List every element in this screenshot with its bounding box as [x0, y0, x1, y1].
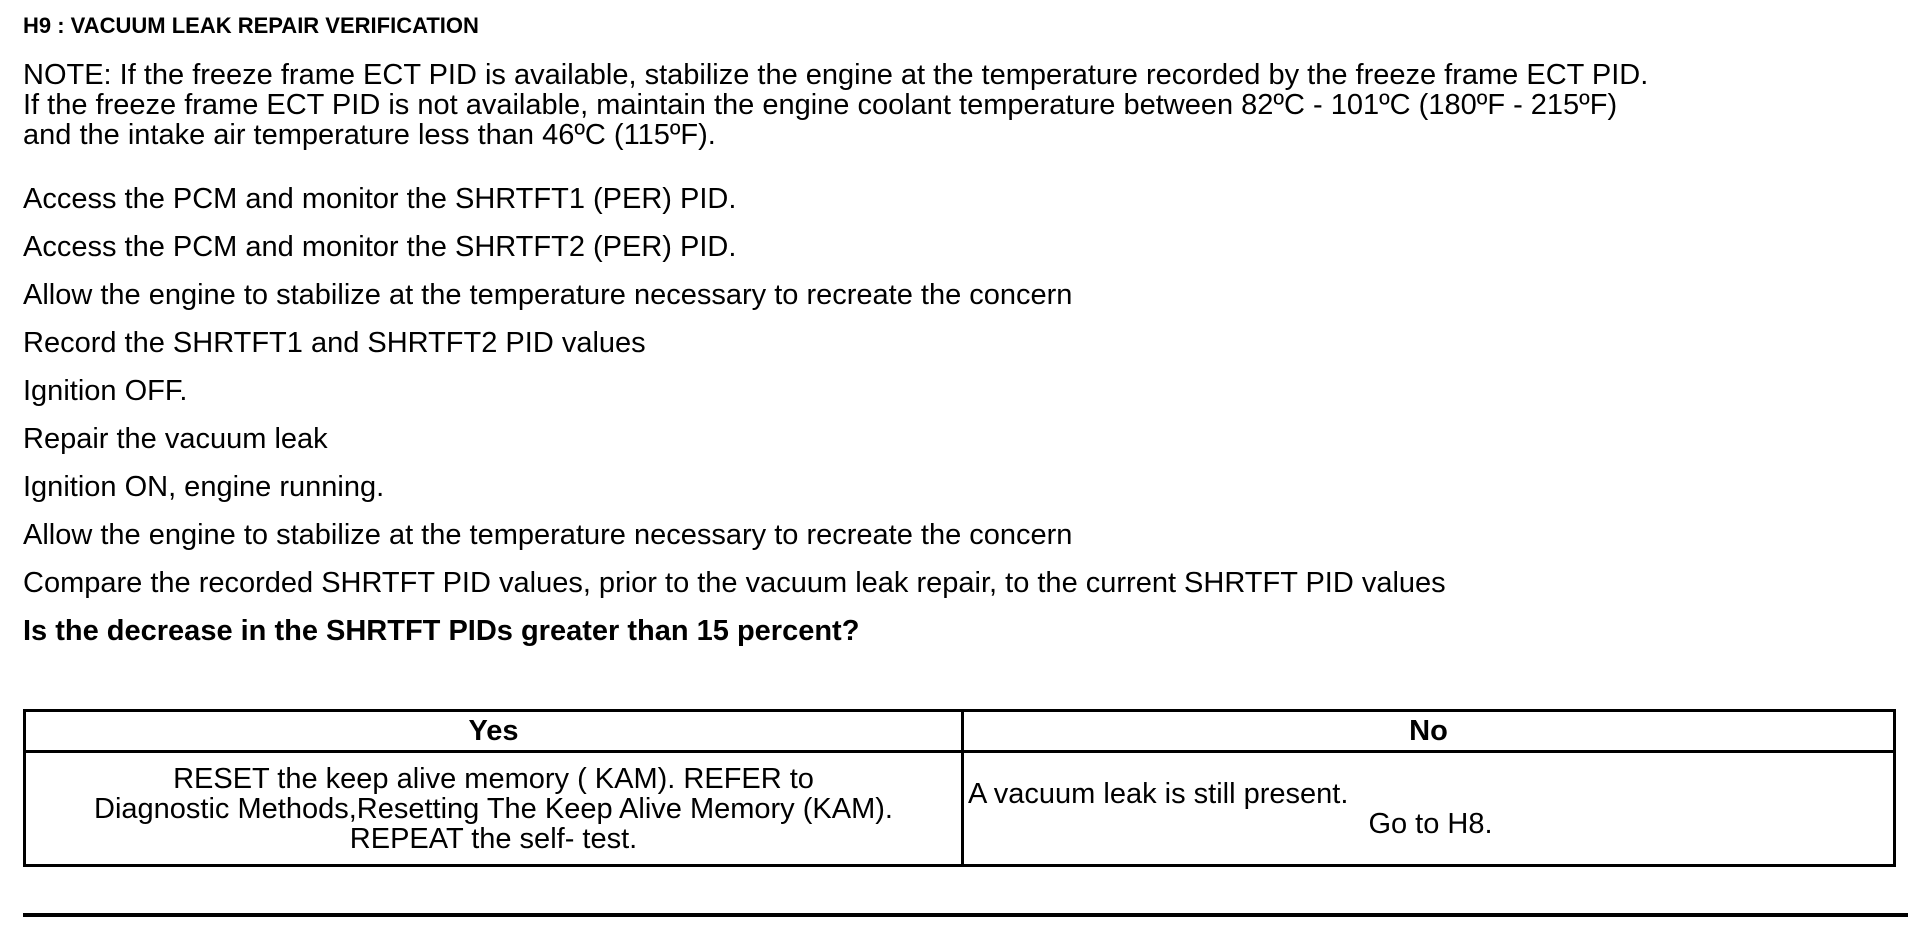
procedure-steps: [23, 184, 1446, 616]
no-header: No: [963, 711, 1895, 752]
step-title: H9 : VACUUM LEAK REPAIR VERIFICATION: [23, 13, 479, 38]
procedure-step: Record the SHRTFT1 and SHRTFT2 PID values: [23, 327, 646, 359]
procedure-step: Allow the engine to stabilize at the temperature necessary to recreate the concern: [23, 279, 1073, 311]
note-line: NOTE: If the freeze frame ECT PID is available, stabilize the engine at the temperature recorded by the freeze frame ECT PID.: [23, 59, 1649, 91]
yes-line: REPEAT the self- test.: [349, 822, 638, 855]
note-line: and the intake air temperature less than 46ºC (115ºF).: [23, 119, 716, 151]
answer-table: [23, 709, 1896, 867]
answer-table-header-row: [25, 711, 1895, 752]
note-block: [23, 60, 1648, 150]
no-line: A vacuum leak is still present.: [968, 777, 1349, 810]
yes-header: Yes: [25, 711, 963, 752]
no-cell: [963, 752, 1895, 866]
yes-line: RESET the keep alive memory ( KAM). REFER to: [173, 762, 814, 795]
procedure-step: Compare the recorded SHRTFT PID values, prior to the vacuum leak repair, to the current SHRTFT PID values: [23, 567, 1446, 599]
procedure-step: Ignition ON, engine running.: [23, 471, 385, 503]
procedure-step: Access the PCM and monitor the SHRTFT2 (PER) PID.: [23, 231, 737, 263]
goto-link[interactable]: Go to H8.: [1368, 807, 1493, 840]
decision-question: Is the decrease in the SHRTFT PIDs greater than 15 percent?: [23, 615, 860, 647]
procedure-step: Ignition OFF.: [23, 375, 188, 407]
procedure-step: Repair the vacuum leak: [23, 423, 328, 455]
procedure-step: Allow the engine to stabilize at the temperature necessary to recreate the concern: [23, 519, 1073, 551]
procedure-step: Access the PCM and monitor the SHRTFT1 (PER) PID.: [23, 183, 737, 215]
bottom-divider: [23, 913, 1908, 917]
yes-cell: [25, 752, 963, 866]
answer-table-row: [25, 752, 1895, 866]
yes-line: Diagnostic Methods,Resetting The Keep Alive Memory (KAM).: [94, 792, 893, 825]
note-line: If the freeze frame ECT PID is not available, maintain the engine coolant temperature between 82ºC - 101ºC (180ºF - 215ºF): [23, 89, 1618, 121]
